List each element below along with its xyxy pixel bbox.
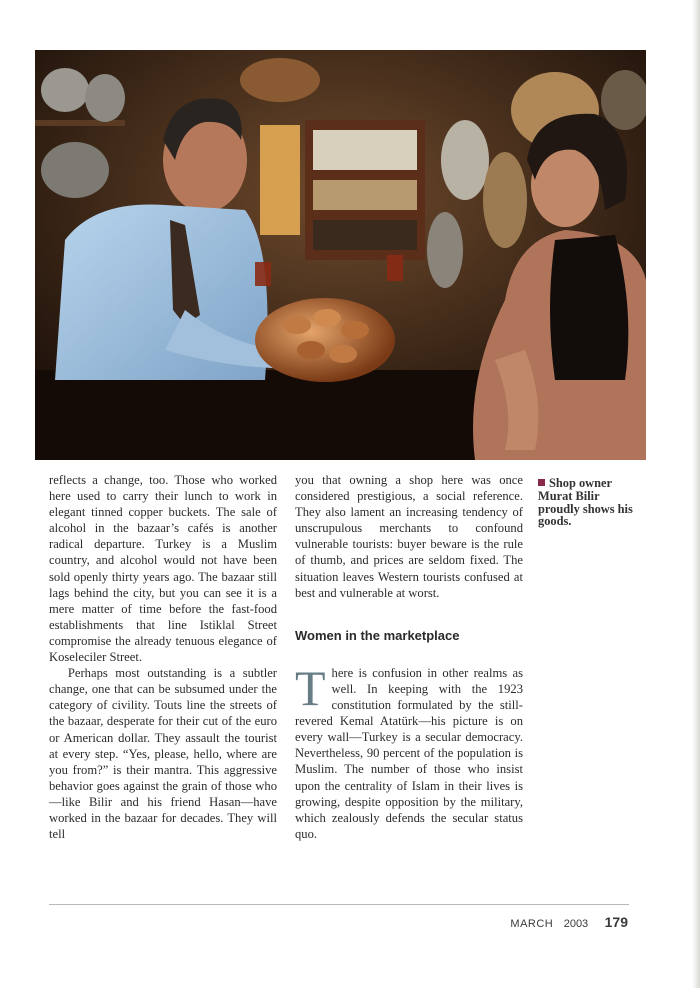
photo-caption (538, 477, 638, 528)
column-2-paragraph-2-text: here is confusion in other realms as well. In keeping with the 1923 constitution formulated by the still-revered Kemal Atatürk—his picture is on every wall—Turkey is a secular democracy. Nevertheless, 90 percent of the population is Muslim. The number of those who insist upon the centrality of Islam in their lives is growing, despite opposition by the military, which zealously defends the secular status quo. (295, 665, 523, 841)
footer-rule (49, 904, 629, 905)
bazaar-photo (35, 50, 646, 460)
page-number: 179 (604, 914, 628, 930)
column-2 (295, 472, 523, 842)
column-1-paragraph-2: Perhaps most outstanding is a subtler change, one that can be subsumed under the category of civility. Touts line the streets of the bazaar, desperate for their cut of the euro or American dollar. They assault the tourist at every step. “Yes, please, hello, where are you from?” is their mantra. This aggressive behavior goes against the grain of those who—like Bilir and his friend Hasan—have worked in the bazaar for decades. They will tell (49, 666, 277, 842)
footer-month: MARCH (510, 918, 554, 930)
caption-marker-icon (538, 479, 545, 486)
page-footer (510, 914, 628, 932)
page-edge-shadow (692, 0, 700, 988)
section-subhead: Women in the marketplace (295, 627, 460, 643)
column-2-paragraph-2 (295, 659, 523, 842)
drop-cap: T (295, 659, 326, 716)
caption-text: Shop owner Murat Bilir proudly shows his goods. (538, 476, 633, 529)
column-2-paragraph-1: you that owning a shop here was once considered prestigious, a social reference. They also lament an increasing tendency of unscrupulous merchants to confound vulnerable tourists: buyer beware is the rule of thumb, and prices are seldom fixed. The situation leaves Western tourists confused at best and vulnerable at worst. (295, 473, 523, 600)
footer-year: 2003 (563, 918, 589, 930)
column-1-paragraph-1: reflects a change, too. Those who worked here used to carry their lunch to work in elegant tinned copper buckets. The sale of alcohol in the bazaar’s cafés is another radical departure. Turkey is a Muslim country, and alcohol would not have been sold openly thirty years ago. The bazaar still lags behind the city, but you can see it is a mere matter of time before the fast-food establishments that line Istiklal Street compromise the already tenuous elegance of Koseleciler Street. (49, 473, 277, 665)
column-1 (49, 472, 277, 842)
